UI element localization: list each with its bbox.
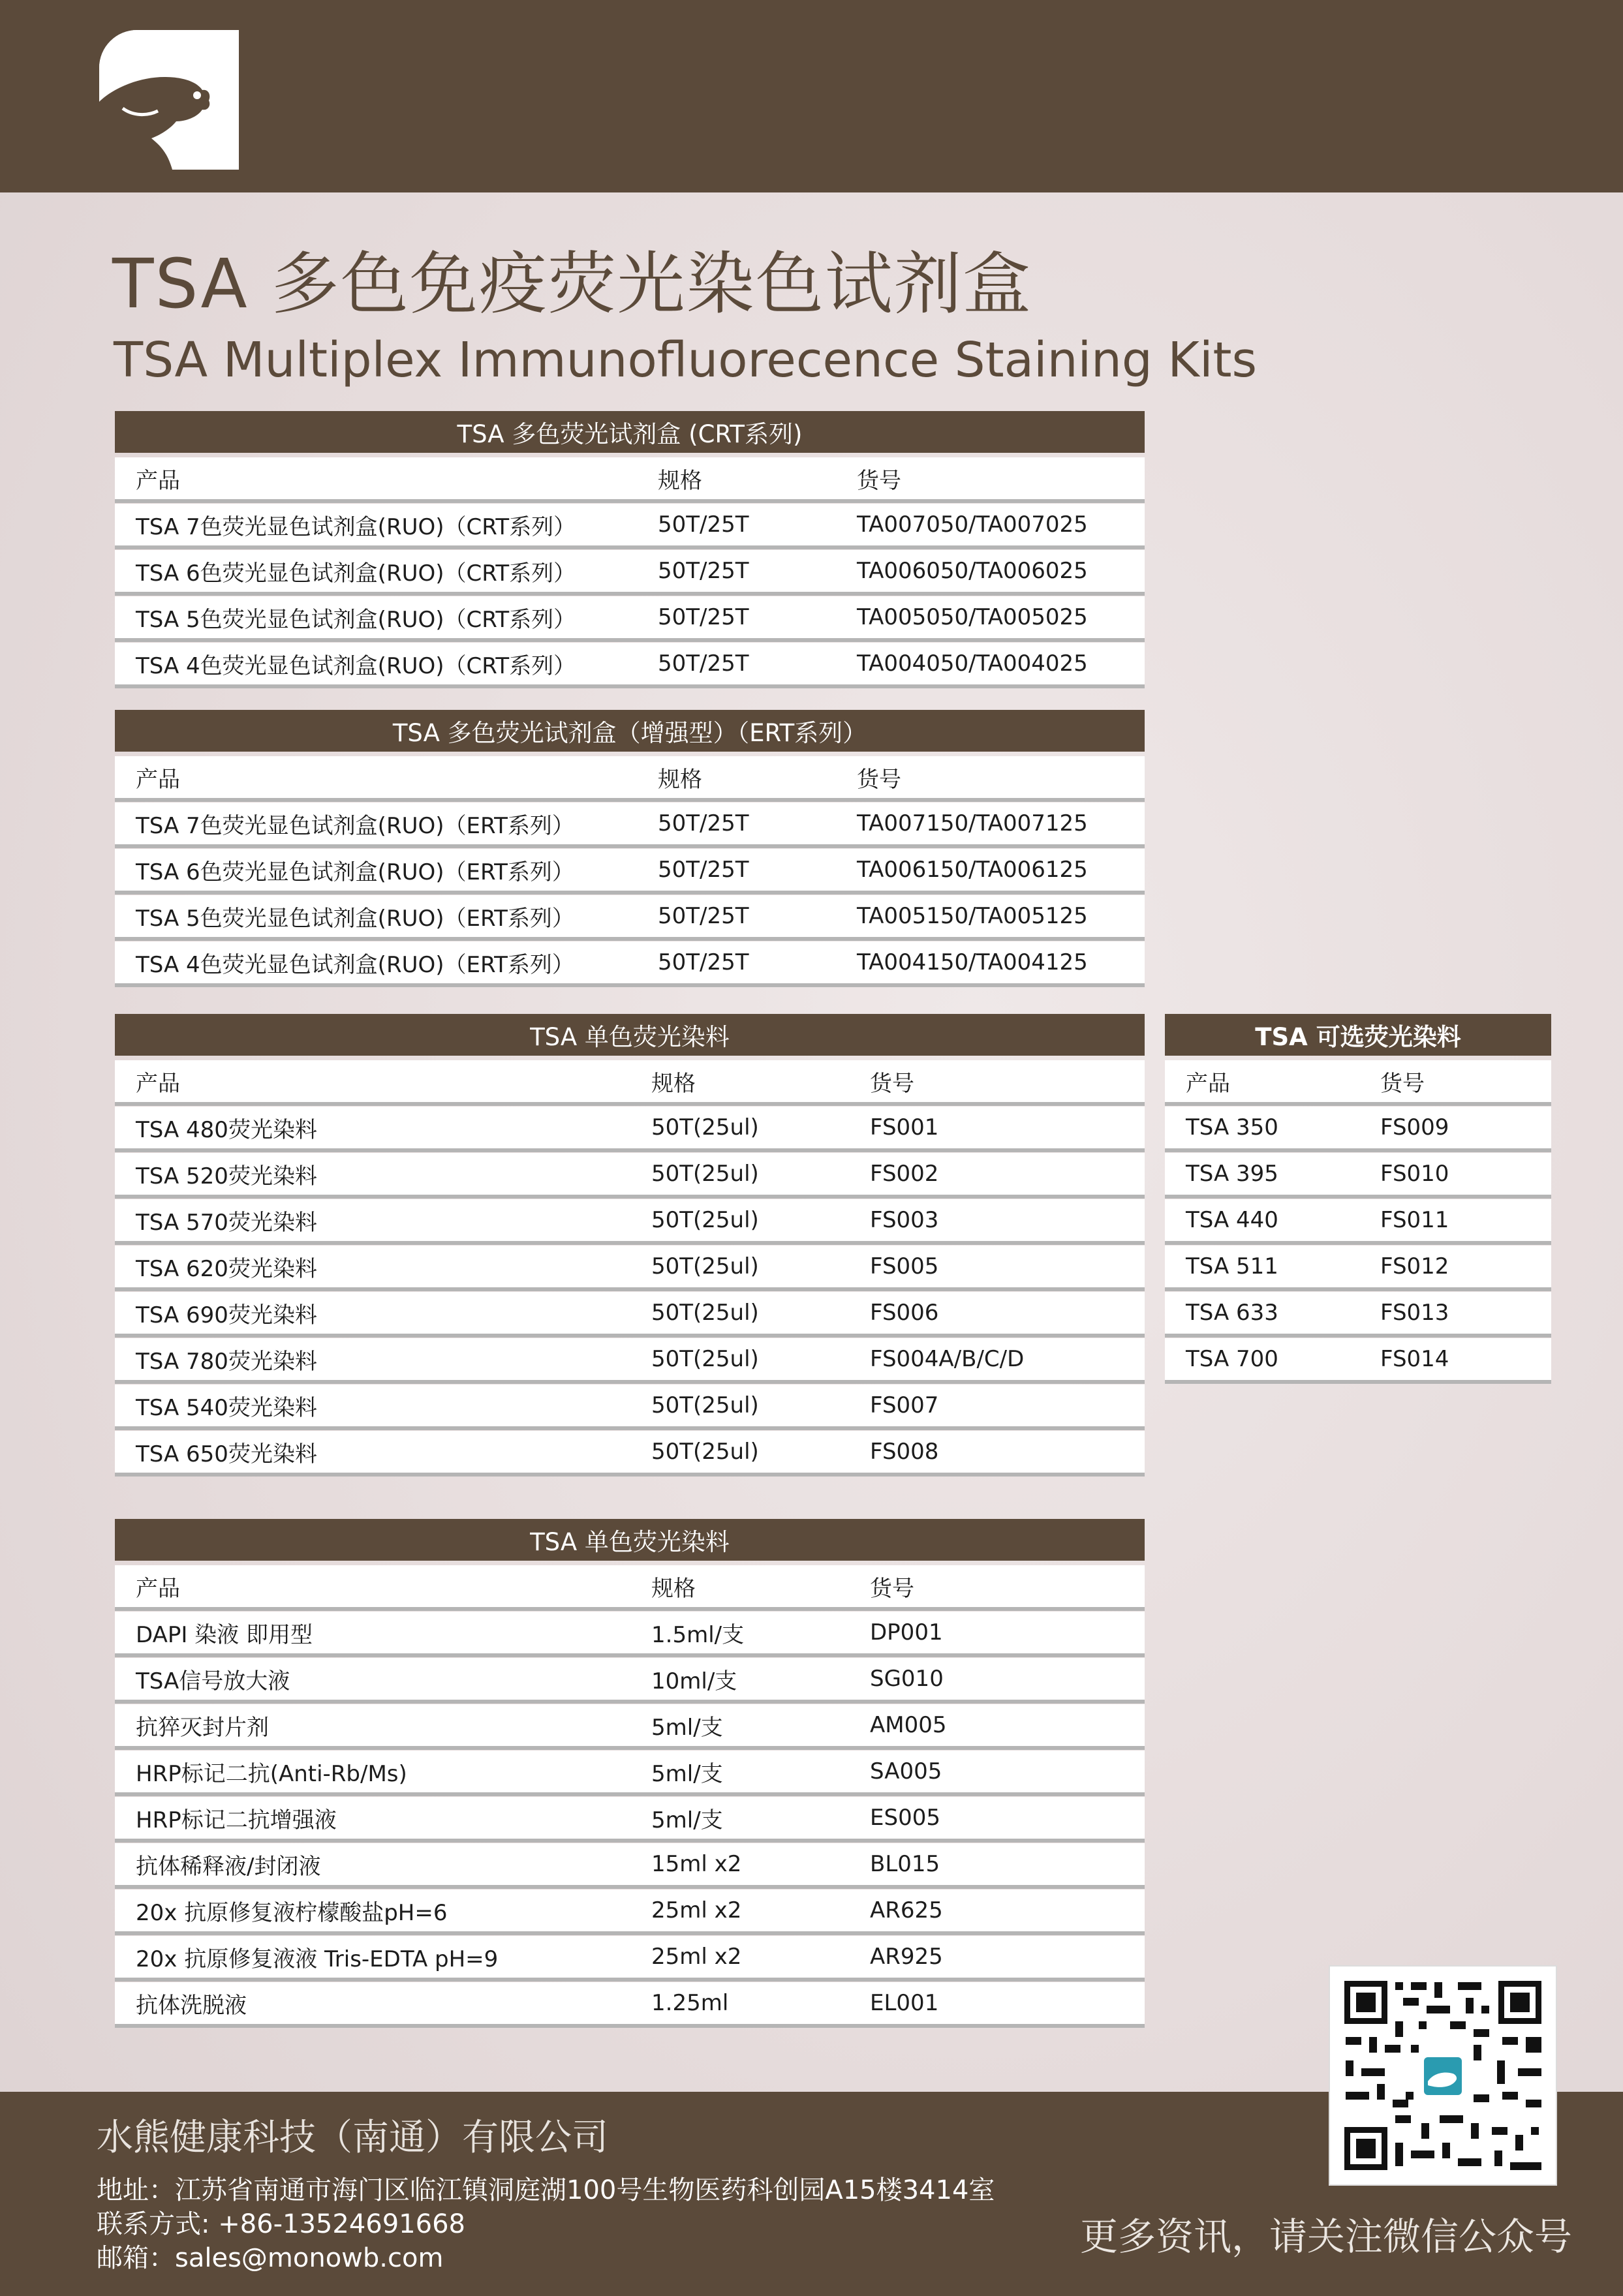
page-title-cn: TSA 多色免疫荧光染色试剂盒 [112, 244, 1032, 324]
product-cell: HRP标记二抗(Anti-Rb/Ms) [115, 1751, 630, 1792]
catalog-cell: DP001 [849, 1612, 1145, 1653]
product-cell: 20x 抗原修复液柠檬酸盐pH=6 [115, 1890, 630, 1931]
catalog-cell: TA004050/TA004025 [836, 643, 1145, 684]
spec-cell: 50T(25ul) [630, 1431, 849, 1473]
catalog-cell: FS006 [849, 1292, 1145, 1334]
catalog-cell: FS011 [1359, 1199, 1551, 1241]
catalog-cell: FS012 [1359, 1246, 1551, 1287]
table-title: TSA 单色荧光染料 [115, 1519, 1145, 1561]
catalog-cell: FS004A/B/C/D [849, 1338, 1145, 1380]
table-title: TSA 单色荧光染料 [115, 1014, 1145, 1056]
column-header: 产品 [115, 1060, 630, 1102]
catalog-cell: FS009 [1359, 1107, 1551, 1148]
spec-cell: 50T/25T [637, 504, 836, 545]
product-cell: TSA 480荧光染料 [115, 1107, 630, 1148]
table-row [115, 1107, 1145, 1148]
product-cell: 抗猝灭封片剂 [115, 1704, 630, 1746]
catalog-cell: TA005150/TA005125 [836, 895, 1145, 937]
table-row [1165, 1338, 1551, 1380]
column-header: 规格 [637, 457, 836, 499]
column-header: 产品 [115, 457, 637, 499]
spec-cell: 50T(25ul) [630, 1292, 849, 1334]
catalog-cell: FS005 [849, 1246, 1145, 1287]
product-cell: TSA 511 [1165, 1246, 1359, 1287]
product-cell: TSA 650荧光染料 [115, 1431, 630, 1473]
catalog-cell: FS003 [849, 1199, 1145, 1241]
table-row [115, 596, 1145, 638]
product-cell: TSA 440 [1165, 1199, 1359, 1241]
product-cell: TSA 4色荧光显色试剂盒(RUO)（ERT系列） [115, 941, 637, 983]
column-header: 货号 [1359, 1060, 1551, 1102]
spec-cell: 50T/25T [637, 895, 836, 937]
table-title: TSA 多色荧光试剂盒（增强型）（ERT系列） [115, 710, 1145, 752]
spec-cell: 10ml/支 [630, 1658, 849, 1700]
product-cell: TSA 620荧光染料 [115, 1246, 630, 1287]
company-name: 水熊健康科技（南通）有限公司 [97, 2117, 608, 2159]
table-row [115, 895, 1145, 937]
phone-text: 联系方式: +86-13524691668 [97, 2209, 465, 2239]
column-header: 货号 [849, 1060, 1145, 1102]
table-title: TSA 可选荧光染料 [1165, 1014, 1551, 1056]
table-row [115, 1890, 1145, 1931]
product-cell: TSA 520荧光染料 [115, 1153, 630, 1195]
catalog-cell: SG010 [849, 1658, 1145, 1700]
table-row [115, 1338, 1145, 1380]
catalog-cell: AM005 [849, 1704, 1145, 1746]
spec-cell: 50T(25ul) [630, 1385, 849, 1426]
column-header: 产品 [115, 1565, 630, 1607]
spec-cell: 50T/25T [637, 643, 836, 684]
table-row [1165, 1107, 1551, 1148]
catalog-cell: SA005 [849, 1751, 1145, 1792]
product-cell: TSA 690荧光染料 [115, 1292, 630, 1334]
catalog-cell: TA006050/TA006025 [836, 550, 1145, 592]
product-cell: TSA 633 [1165, 1292, 1359, 1334]
catalog-cell: TA005050/TA005025 [836, 596, 1145, 638]
spec-cell: 25ml x2 [630, 1890, 849, 1931]
product-cell: 20x 抗原修复液液 Tris-EDTA pH=9 [115, 1936, 630, 1978]
spec-cell: 50T(25ul) [630, 1199, 849, 1241]
catalog-cell: FS014 [1359, 1338, 1551, 1380]
spec-cell: 50T(25ul) [630, 1338, 849, 1380]
table-row [115, 1982, 1145, 2024]
product-cell: TSA 350 [1165, 1107, 1359, 1148]
spec-cell: 50T/25T [637, 941, 836, 983]
column-header: 规格 [630, 1060, 849, 1102]
table-title: TSA 多色荧光试剂盒 (CRT系列) [115, 411, 1145, 453]
catalog-cell: FS002 [849, 1153, 1145, 1195]
table-row [115, 1292, 1145, 1334]
column-header: 产品 [1165, 1060, 1359, 1102]
spec-cell: 50T/25T [637, 550, 836, 592]
catalog-cell: EL001 [849, 1982, 1145, 2024]
catalog-cell: TA007150/TA007125 [836, 803, 1145, 844]
product-cell: HRP标记二抗增强液 [115, 1797, 630, 1839]
spec-cell: 5ml/支 [630, 1704, 849, 1746]
table-row [115, 1153, 1145, 1195]
catalog-cell: FS001 [849, 1107, 1145, 1148]
column-header: 产品 [115, 756, 637, 798]
table-row [115, 1704, 1145, 1746]
table-row [115, 550, 1145, 592]
catalog-cell: TA004150/TA004125 [836, 941, 1145, 983]
product-cell: TSA 5色荧光显色试剂盒(RUO)（CRT系列） [115, 596, 637, 638]
table-row [115, 1658, 1145, 1700]
product-cell: TSA 5色荧光显色试剂盒(RUO)（ERT系列） [115, 895, 637, 937]
catalog-cell: FS007 [849, 1385, 1145, 1426]
catalog-cell: AR925 [849, 1936, 1145, 1978]
product-cell: TSA 4色荧光显色试剂盒(RUO)（CRT系列） [115, 643, 637, 684]
table-row [1165, 1199, 1551, 1241]
crt-table [115, 406, 1145, 689]
product-cell: 抗体洗脱液 [115, 1982, 630, 2024]
product-cell: TSA 395 [1165, 1153, 1359, 1195]
address-text: 地址：江苏省南通市海门区临江镇洞庭湖100号生物医药科创园A15楼3414室 [97, 2175, 995, 2205]
table-row [1165, 1292, 1551, 1334]
table-row [115, 1843, 1145, 1885]
product-cell: DAPI 染液 即用型 [115, 1612, 630, 1653]
product-cell: 抗体稀释液/封闭液 [115, 1843, 630, 1885]
product-cell: TSA 6色荧光显色试剂盒(RUO)（CRT系列） [115, 550, 637, 592]
catalog-cell: BL015 [849, 1843, 1145, 1885]
product-cell: TSA 6色荧光显色试剂盒(RUO)（ERT系列） [115, 849, 637, 891]
catalog-cell: TA007050/TA007025 [836, 504, 1145, 545]
wechat-qr-code[interactable] [1329, 1965, 1557, 2186]
spec-cell: 5ml/支 [630, 1751, 849, 1792]
catalog-cell: FS013 [1359, 1292, 1551, 1334]
product-cell: TSA信号放大液 [115, 1658, 630, 1700]
product-cell: TSA 780荧光染料 [115, 1338, 630, 1380]
spec-cell: 50T(25ul) [630, 1153, 849, 1195]
email-text: 邮箱：sales@monowb.com [97, 2243, 444, 2273]
column-header: 规格 [637, 756, 836, 798]
spec-cell: 50T/25T [637, 803, 836, 844]
table-row [1165, 1246, 1551, 1287]
product-cell: TSA 7色荧光显色试剂盒(RUO)（ERT系列） [115, 803, 637, 844]
single-dye-table [115, 1009, 1145, 1477]
catalog-cell: ES005 [849, 1797, 1145, 1839]
spec-cell: 25ml x2 [630, 1936, 849, 1978]
table-row [115, 504, 1145, 545]
optional-dye-table [1165, 1009, 1551, 1385]
table-row [115, 1246, 1145, 1287]
spec-cell: 5ml/支 [630, 1797, 849, 1839]
company-logo [99, 30, 239, 170]
table-row [1165, 1153, 1551, 1195]
catalog-cell: TA006150/TA006125 [836, 849, 1145, 891]
catalog-cell: AR625 [849, 1890, 1145, 1931]
table-row [115, 1431, 1145, 1473]
table-row [115, 803, 1145, 844]
table-row [115, 1199, 1145, 1241]
column-header: 货号 [836, 457, 1145, 499]
table-row [115, 1797, 1145, 1839]
catalog-cell: FS008 [849, 1431, 1145, 1473]
header-bar [0, 0, 1623, 192]
table-row [115, 643, 1145, 684]
spec-cell: 50T(25ul) [630, 1246, 849, 1287]
follow-wechat-text: 更多资讯，请关注微信公众号 [1080, 2214, 1573, 2259]
table-row [115, 849, 1145, 891]
table-row [115, 1936, 1145, 1978]
page-title-en: TSA Multiplex Immunofluorecence Staining Kits [114, 332, 1258, 388]
product-cell: TSA 7色荧光显色试剂盒(RUO)（CRT系列） [115, 504, 637, 545]
product-cell: TSA 700 [1165, 1338, 1359, 1380]
column-header: 货号 [836, 756, 1145, 798]
table-row [115, 941, 1145, 983]
reagents-table [115, 1514, 1145, 2028]
spec-cell: 1.25ml [630, 1982, 849, 2024]
spec-cell: 1.5ml/支 [630, 1612, 849, 1653]
table-row [115, 1612, 1145, 1653]
column-header: 规格 [630, 1565, 849, 1607]
product-cell: TSA 540荧光染料 [115, 1385, 630, 1426]
spec-cell: 50T/25T [637, 596, 836, 638]
spec-cell: 15ml x2 [630, 1843, 849, 1885]
column-header: 货号 [849, 1565, 1145, 1607]
spec-cell: 50T/25T [637, 849, 836, 891]
table-row [115, 1385, 1145, 1426]
ert-table [115, 705, 1145, 988]
spec-cell: 50T(25ul) [630, 1107, 849, 1148]
catalog-cell: FS010 [1359, 1153, 1551, 1195]
product-cell: TSA 570荧光染料 [115, 1199, 630, 1241]
table-row [115, 1751, 1145, 1792]
